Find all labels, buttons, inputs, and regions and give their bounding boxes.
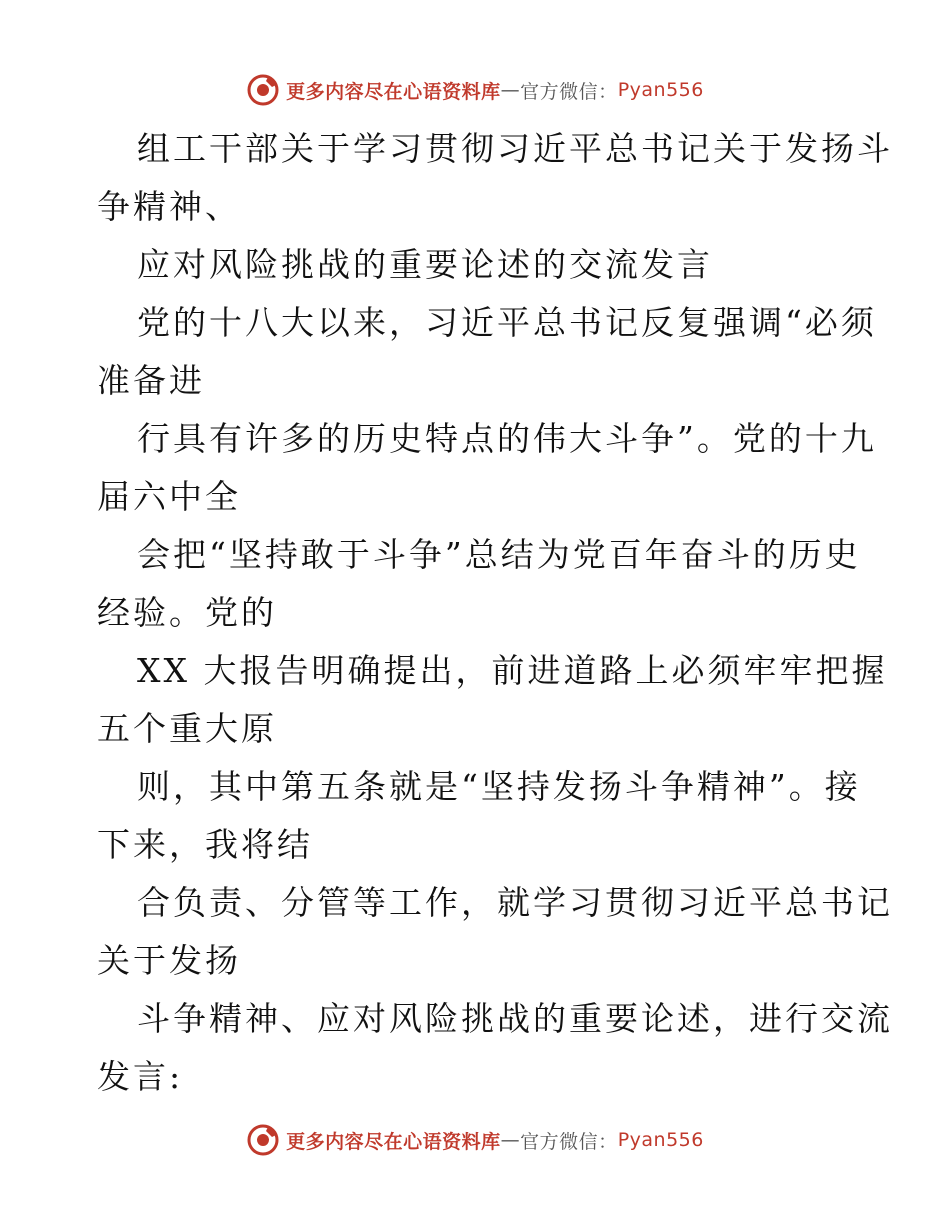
paragraph-line: 关于发扬 [97,941,241,980]
footer-watermark [0,1120,950,1160]
paragraph-line: 会把“坚持敢于斗争”总结为党百年奋斗的历史 [137,535,861,574]
paragraph-line: 合负责、分管等工作，就学习贯彻习近平总书记 [137,883,893,922]
paragraph-line: 经验。党的 [97,593,277,632]
title-line-3: 应对风险挑战的重要论述的交流发言 [137,245,713,284]
paragraph-line: 五个重大原 [97,709,277,748]
watermark-label: 官方微信： [520,80,618,103]
logo-icon [246,73,280,107]
watermark-text: 更多内容尽在心语资料库 [286,1130,501,1153]
paragraph-line: 行具有许多的历史特点的伟大斗争”。党的十九 [137,419,877,458]
paragraph-line: 斗争精神、应对风险挑战的重要论述，进行交流 [137,999,893,1038]
header-watermark [0,70,950,110]
watermark-id: Pyan556 [617,79,704,101]
paragraph-line: 则，其中第五条就是“坚持发扬斗争精神”。接 [137,767,861,806]
watermark-text: 更多内容尽在心语资料库 [286,80,501,103]
title-line-2: 争精神、 [97,187,241,226]
logo-icon [246,1123,280,1157]
paragraph-line: 党的十八大以来，习近平总书记反复强调“必须 [137,303,877,342]
watermark-id: Pyan556 [617,1129,704,1151]
paragraph-line: 发言: [97,1057,184,1096]
watermark-dash: — [500,79,521,101]
paragraph-line: 下来，我将结 [97,825,313,864]
title-line-1: 组工干部关于学习贯彻习近平总书记关于发扬斗 [137,129,893,168]
watermark-label: 官方微信： [520,1130,618,1153]
paragraph-line: 准备进 [97,361,205,400]
paragraph-line: XX 大报告明确提出，前进道路上必须牢牢把握 [137,651,888,690]
document-body [97,120,893,1106]
paragraph-line: 届六中全 [97,477,241,516]
watermark-dash: — [500,1129,521,1151]
